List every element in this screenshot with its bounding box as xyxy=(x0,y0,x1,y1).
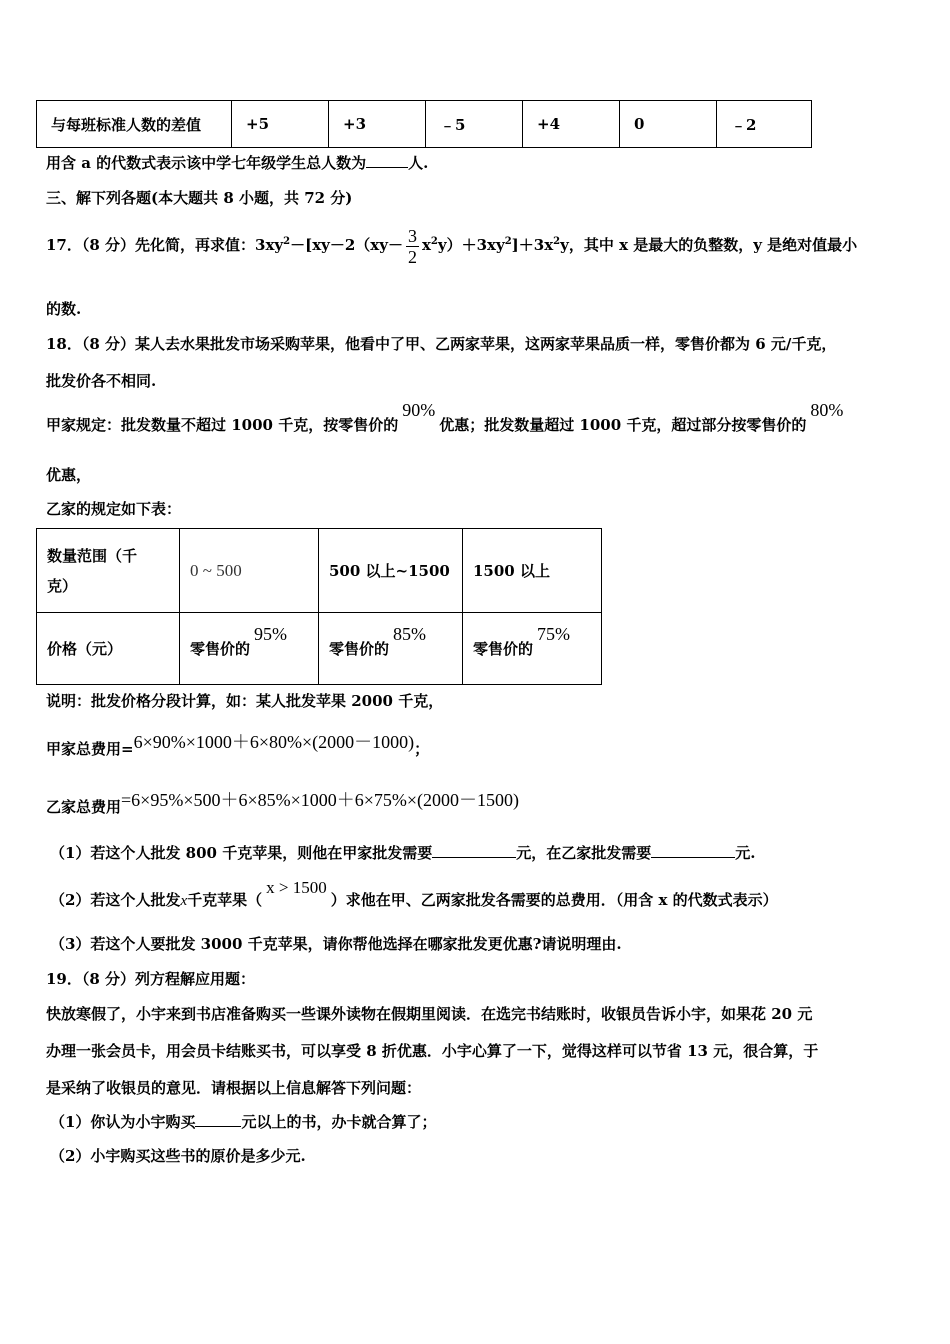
q18-line2: 批发价各不相同. xyxy=(46,372,157,390)
q17-text: x xyxy=(421,236,431,254)
fraction-denominator: 2 xyxy=(407,246,417,267)
yi-total-label: 乙家总费用 xyxy=(46,798,122,816)
question-17: 17．（8 分）先化简，再求值：$3xy^2-[xy-2(xy-$ $\frac{3}{2}$ $x^2y)+3xy^2]+3x^2y$，其中 x 是最大的负整数，y 是绝对值最小 xyxy=(46,225,858,267)
q17-text: －[xy－2（xy－ xyxy=(290,236,403,254)
percent-90: 90% xyxy=(402,400,436,420)
table-row xyxy=(37,613,602,685)
table-header-cell: 价格（元） xyxy=(37,613,180,685)
q18-sub2 xyxy=(50,874,778,915)
table-cell: ﹣5 xyxy=(426,101,523,148)
table-label-cell: 与每班标准人数的差值 xyxy=(37,101,232,148)
q16-after: 人. xyxy=(408,154,429,172)
condition-expression: x > 1500 xyxy=(266,878,327,897)
price-label: 零售价的 xyxy=(473,640,534,658)
answer-blank[interactable] xyxy=(195,1112,241,1127)
note-text: 说明：批发价格分段计算，如：某人批发苹果 2000 千克， xyxy=(46,692,444,710)
jia-total-label: 甲家总费用= xyxy=(46,740,134,758)
percent-80: 80% xyxy=(810,400,844,420)
answer-blank[interactable] xyxy=(432,843,516,858)
variable-x: x xyxy=(180,893,188,909)
table-cell: ﹣2 xyxy=(717,101,812,148)
q16-tail xyxy=(46,152,428,173)
q19-sub1-text: （1）你认为小宇购买 xyxy=(50,1113,196,1131)
table-row xyxy=(37,529,602,613)
q19-sub2: （2）小宇购买这些书的原价是多少元. xyxy=(50,1147,306,1165)
table-cell: +3 xyxy=(329,101,426,148)
yi-total xyxy=(46,782,519,819)
header-text: 数量范围（千 xyxy=(47,546,138,565)
difference-table xyxy=(36,100,812,148)
q18-sub1-text: 元，在乙家批发需要 xyxy=(516,844,652,862)
q18-sub2-text: ）求他在甲、乙两家批发各需要的总费用．（用含 x 的代数式表示） xyxy=(330,891,778,909)
q19-paragraph-3: 是采纳了收银员的意见．请根据以上信息解答下列问题： xyxy=(46,1079,422,1097)
q18-sub1-text: 元. xyxy=(735,844,756,862)
yi-price-table xyxy=(36,528,602,685)
q16-before: 用含 a 的代数式表示该中学七年级学生总人数为 xyxy=(46,154,367,172)
range-cell: 1500 以上 xyxy=(463,529,602,613)
percent-value: 95% xyxy=(254,624,288,644)
q19-paragraph-1: 快放寒假了，小宇来到书店准备购买一些课外读物在假期里阅读．在选完书结账时，收银员告诉小宇，如果花 20 元 xyxy=(46,1005,813,1023)
fraction-numerator: 3 xyxy=(407,225,417,246)
table-cell: +4 xyxy=(523,101,620,148)
yi-total-expression: =6×95%×500＋6×85%×1000＋6×75%×(2000－1500) xyxy=(121,790,520,810)
q17-text: y，其中 x 是最大的负整数，y 是绝对值最小 xyxy=(560,236,858,254)
header-text: 克） xyxy=(47,576,78,595)
q18-sub2-text: （2）若这个人批发 xyxy=(50,891,181,909)
percent-value: 75% xyxy=(537,624,571,644)
q19-sub1 xyxy=(50,1111,436,1132)
section-heading: 三、解下列各题(本大题共 8 小题，共 72 分) xyxy=(46,189,353,207)
price-cell xyxy=(463,613,602,685)
jia-rule xyxy=(46,400,847,435)
q18-sub1-text: （1）若这个人批发 800 千克苹果，则他在甲家批发需要 xyxy=(50,844,433,862)
answer-blank[interactable] xyxy=(366,153,408,168)
range-text: 0 ~ 500 xyxy=(190,560,242,580)
yi-intro: 乙家的规定如下表： xyxy=(46,500,182,518)
jia-total xyxy=(46,724,429,761)
range-cell: 500 以上~1500 xyxy=(319,529,463,613)
jia-rule-end: 优惠， xyxy=(46,466,92,484)
fraction xyxy=(406,226,419,267)
table-row xyxy=(37,101,812,148)
q19-title: 19．（8 分）列方程解应用题： xyxy=(46,970,256,988)
jia-total-expression: 6×90%×1000＋6×80%×(2000－1000) xyxy=(133,732,415,752)
q17-continuation: 的数. xyxy=(46,300,82,318)
price-label: 零售价的 xyxy=(190,640,251,658)
q18-line1: 18．（8 分）某人去水果批发市场采购苹果，他看中了甲、乙两家苹果，这两家苹果品质一样，零售价都为 6 元/千克， xyxy=(46,335,837,353)
table-header-cell xyxy=(37,529,180,613)
q18-sub3: （3）若这个人要批发 3000 千克苹果，请你帮他选择在哪家批发更优惠?请说明理由. xyxy=(50,935,622,953)
q19-paragraph-2: 办理一张会员卡，用会员卡结账买书，可以享受 8 折优惠．小宇心算了一下，觉得这样可以节省 13 元，很合算，于 xyxy=(46,1042,819,1060)
table-cell: 0 xyxy=(620,101,717,148)
price-label: 零售价的 xyxy=(329,640,390,658)
jia-rule-text: 甲家规定：批发数量不超过 1000 千克，按零售价的 xyxy=(46,416,399,434)
price-cell xyxy=(180,613,319,685)
q17-text: y）＋3xy xyxy=(437,236,505,254)
table-cell: +5 xyxy=(232,101,329,148)
answer-blank[interactable] xyxy=(651,843,735,858)
range-cell xyxy=(180,529,319,613)
q19-sub1-text: 元以上的书，办卡就合算了； xyxy=(241,1113,437,1131)
q17-text: ]＋3x xyxy=(511,236,554,254)
price-cell xyxy=(319,613,463,685)
jia-rule-text: 优惠；批发数量超过 1000 千克，超过部分按零售价的 xyxy=(439,416,807,434)
percent-value: 85% xyxy=(393,624,427,644)
q18-sub2-text: 千克苹果（ xyxy=(187,891,263,909)
jia-total-end: ； xyxy=(414,740,430,758)
q18-sub1 xyxy=(50,842,755,863)
q17-text: 17．（8 分）先化简，再求值：3xy xyxy=(46,236,284,254)
